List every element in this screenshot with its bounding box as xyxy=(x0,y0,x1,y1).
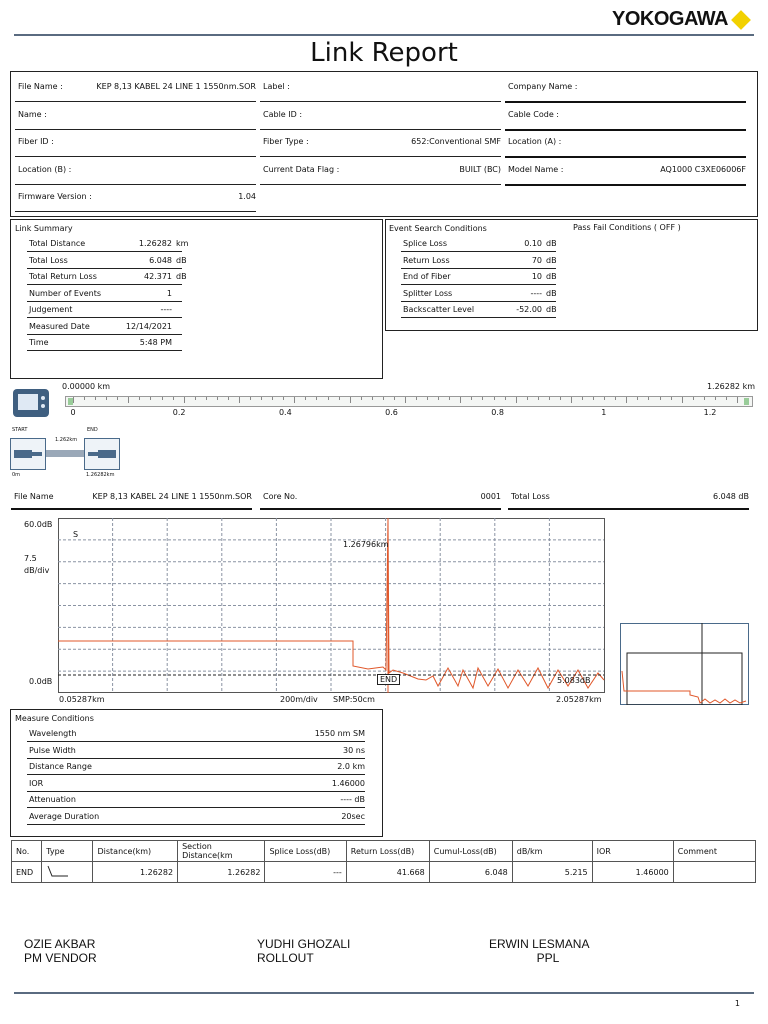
link-summary-row-value: 1.26282 xyxy=(138,239,172,248)
tick-mark xyxy=(560,397,561,400)
header-field-label: Location (B) : xyxy=(18,165,72,174)
header-field-label: Fiber ID : xyxy=(18,137,54,146)
start-label: START xyxy=(12,427,28,433)
tick-label: 0.6 xyxy=(385,408,398,417)
tick-mark xyxy=(416,397,417,400)
event-table-cell: 41.668 xyxy=(346,862,429,883)
tick-mark xyxy=(494,397,495,400)
y-bottom-label: 0.0dB xyxy=(29,677,53,686)
tick-mark xyxy=(549,397,550,400)
tick-mark xyxy=(637,397,638,400)
event-table-header xyxy=(12,841,756,862)
event-search-row-label: Splitter Loss xyxy=(403,288,453,298)
link-summary-row-unit: km xyxy=(176,239,189,248)
tick-mark xyxy=(173,397,174,400)
measure-row-label: Average Duration xyxy=(29,811,100,821)
tick-label: 1 xyxy=(601,408,607,417)
event-search-title: Event Search Conditions xyxy=(389,224,487,233)
header-field-underline xyxy=(15,211,256,212)
tick-mark xyxy=(328,397,329,400)
x-div-label: 200m/div xyxy=(280,695,318,704)
trace-header-value: 6.048 dB xyxy=(712,492,749,501)
tick-mark xyxy=(73,397,74,403)
event-table-cell xyxy=(673,862,755,883)
tick-label: 0.8 xyxy=(491,408,505,417)
tick-label: 0 xyxy=(70,408,76,417)
event-search-row-unit: dB xyxy=(546,239,557,248)
start-distance: 0m xyxy=(12,472,21,478)
event-search-row-label: Splice Loss xyxy=(403,239,448,248)
event-search-row-value: 0.10 xyxy=(524,239,542,248)
tick-mark xyxy=(626,397,627,403)
link-summary-row-unit: dB xyxy=(176,272,187,281)
marker-s-label: S xyxy=(73,530,79,539)
tick-mark xyxy=(316,397,317,400)
header-field-underline xyxy=(505,156,746,158)
tick-mark xyxy=(615,397,616,400)
measure-row-underline xyxy=(27,774,365,775)
event-table-cell xyxy=(42,862,93,883)
header-field-value: AQ1000 C3XE06006F xyxy=(660,165,746,174)
event-search-row-value: -52.00 xyxy=(516,305,542,314)
start-connector-icon xyxy=(10,438,46,470)
signature-name: YUDHI GHOZALI xyxy=(257,937,351,951)
tick-mark xyxy=(726,397,727,400)
tick-mark xyxy=(305,397,306,400)
tick-mark xyxy=(527,397,528,400)
header-field-underline xyxy=(505,101,746,103)
tick-label: 0.4 xyxy=(278,408,292,417)
event-table-cell: 6.048 xyxy=(429,862,512,883)
y-div-value: 7.5 xyxy=(24,554,37,563)
link-summary-row-value: 5:48 PM xyxy=(139,338,172,347)
link-summary-row-underline xyxy=(27,301,182,302)
signature-name: OZIE AKBAR xyxy=(24,937,96,951)
event-search-row-underline xyxy=(401,317,556,318)
link-summary-row-label: Measured Date xyxy=(29,321,90,331)
measure-row-value: 1.46000 xyxy=(331,778,365,788)
signature-role: PM VENDOR xyxy=(24,951,97,965)
tick-mark xyxy=(195,397,196,400)
header-field-label: Cable Code : xyxy=(508,110,559,119)
tick-mark xyxy=(106,397,107,400)
link-summary-row-underline xyxy=(27,268,182,269)
page-number: 1 xyxy=(734,999,740,1008)
event-table-cell: 1.26282 xyxy=(178,862,265,883)
pass-fail-label: Pass Fail Conditions ( OFF ) xyxy=(573,223,681,232)
tick-mark xyxy=(394,397,395,400)
link-summary-row-value: ---- xyxy=(160,305,172,314)
tick-mark xyxy=(704,397,705,400)
footer-rule xyxy=(14,992,754,994)
header-field-label: Location (A) : xyxy=(508,137,562,146)
event-search-row-underline xyxy=(401,301,556,302)
event-table-header-cell: No. xyxy=(12,841,42,862)
header-field-value: BUILT (BC) xyxy=(459,165,501,174)
header-field-value: 1.04 xyxy=(238,192,256,201)
header-field-label: Fiber Type : xyxy=(263,137,309,146)
link-summary-row-label: Number of Events xyxy=(29,288,102,298)
event-table-cell: 1.46000 xyxy=(592,862,673,883)
fiber-span xyxy=(46,450,84,457)
smp-label: SMP:50cm xyxy=(333,695,375,704)
tick-mark xyxy=(339,397,340,400)
header-field-label: Model Name : xyxy=(508,165,564,174)
event-search-row-unit: dB xyxy=(546,272,557,281)
link-summary-row-underline xyxy=(27,350,182,351)
linemap-end-km: 1.26282 km xyxy=(706,382,755,391)
table-row xyxy=(12,862,756,883)
otdr-device-icon xyxy=(12,387,52,419)
linemap-end-marker xyxy=(744,398,749,405)
event-table-cell: 1.26282 xyxy=(93,862,178,883)
trace-header-value: KEP 8,13 KABEL 24 LINE 1 1550nm.SOR xyxy=(92,492,252,501)
overview-plot xyxy=(620,623,749,705)
end-event-label: END xyxy=(377,674,400,685)
event-search-row-underline xyxy=(401,268,556,269)
header-field-underline xyxy=(15,184,256,185)
event-search-row-label: Return Loss xyxy=(403,255,450,265)
event-table-header-cell: Comment xyxy=(673,841,755,862)
header-field-underline xyxy=(15,156,256,157)
link-summary-row-label: Judgement xyxy=(29,305,73,314)
tick-mark xyxy=(383,397,384,400)
tick-mark xyxy=(361,397,362,400)
tick-mark xyxy=(737,397,738,403)
measure-row-label: Wavelength xyxy=(29,729,77,738)
header-field-label: Current Data Flag : xyxy=(263,165,340,174)
link-summary-row-label: Total Return Loss xyxy=(29,272,97,281)
tick-mark xyxy=(350,397,351,403)
header-field-label: Label : xyxy=(263,82,290,91)
tick-mark xyxy=(505,397,506,400)
tick-mark xyxy=(250,397,251,400)
tick-mark xyxy=(582,397,583,400)
event-search-row-label: Backscatter Level xyxy=(403,305,475,314)
event-table-cell: --- xyxy=(265,862,346,883)
measure-conditions-title: Measure Conditions xyxy=(15,714,94,723)
event-table-header-cell: Type xyxy=(42,841,93,862)
header-field-label: File Name : xyxy=(18,82,63,91)
tick-mark xyxy=(438,397,439,400)
measure-row-value: ---- dB xyxy=(340,795,365,804)
tick-label: 0.2 xyxy=(172,408,186,417)
measure-row-value: 2.0 km xyxy=(337,762,365,771)
tick-mark xyxy=(671,397,672,400)
event-table-cell: END xyxy=(12,862,42,883)
trace-header-underline xyxy=(11,508,252,510)
measure-row-label: IOR xyxy=(29,778,44,788)
linemap-bar xyxy=(65,396,753,407)
end-label: END xyxy=(87,427,98,433)
link-summary-row-label: Total Loss xyxy=(29,255,68,265)
event-table xyxy=(11,840,756,883)
header-field-underline xyxy=(260,156,501,157)
measure-row-underline xyxy=(27,807,365,808)
measure-row-label: Attenuation xyxy=(29,795,76,804)
tick-mark xyxy=(84,397,85,400)
tick-mark xyxy=(460,397,461,403)
span-label: 1.262km xyxy=(55,437,78,443)
measure-row-label: Pulse Width xyxy=(29,745,76,755)
header-rule xyxy=(14,34,754,36)
event-table-header-cell: Cumul-Loss(dB) xyxy=(429,841,512,862)
header-field-underline xyxy=(505,129,746,131)
event-table-header-cell: Distance(km) xyxy=(93,841,178,862)
link-summary-row-underline xyxy=(27,317,182,318)
tick-mark xyxy=(648,397,649,400)
tick-mark xyxy=(261,397,262,400)
trace-header-label: Total Loss xyxy=(511,492,550,501)
trace-header-label: Core No. xyxy=(263,492,298,501)
linemap-start-km: 0.00000 km xyxy=(62,382,111,391)
tick-mark xyxy=(139,397,140,400)
y-div-unit: dB/div xyxy=(24,566,50,575)
link-summary-title: Link Summary xyxy=(15,224,73,233)
tick-mark xyxy=(571,397,572,403)
link-summary-row-underline xyxy=(27,284,182,285)
event-table-header-cell: IOR xyxy=(592,841,673,862)
signature-role: PPL xyxy=(536,951,560,965)
tick-mark xyxy=(184,397,185,403)
brand-logo xyxy=(612,8,748,31)
event-table-cell: 5.215 xyxy=(512,862,592,883)
event-table-header-cell: Section Distance(km xyxy=(178,841,265,862)
event-search-row-value: 70 xyxy=(531,255,542,265)
tick-mark xyxy=(206,397,207,400)
measure-row-value: 1550 nm SM xyxy=(314,729,365,738)
header-field-underline xyxy=(15,129,256,130)
trace-header-underline xyxy=(260,508,501,510)
tick-mark xyxy=(217,397,218,400)
tick-mark xyxy=(272,397,273,400)
trace-header-label: File Name xyxy=(14,492,54,501)
link-summary-row-value: 6.048 xyxy=(149,255,172,265)
tick-mark xyxy=(239,397,240,403)
tick-mark xyxy=(482,397,483,400)
event-search-row-unit: dB xyxy=(546,255,557,265)
diamond-icon xyxy=(731,10,751,30)
event-search-row-label: End of Fiber xyxy=(403,272,451,281)
event-search-row-unit: dB xyxy=(546,305,557,314)
tick-mark xyxy=(693,397,694,400)
link-summary-row-label: Time xyxy=(29,338,49,347)
measure-row-underline xyxy=(27,791,365,792)
link-summary-row-value: 12/14/2021 xyxy=(125,321,172,331)
signature-name: ERWIN LESMANA xyxy=(489,937,590,951)
tick-mark xyxy=(128,397,129,403)
tick-mark xyxy=(604,397,605,400)
tick-mark xyxy=(162,397,163,400)
event-search-row-unit: dB xyxy=(546,288,557,298)
brand-name: YOKOGAWA xyxy=(611,8,728,30)
tick-mark xyxy=(427,397,428,400)
measure-row-underline xyxy=(27,824,365,825)
measure-row-value: 20sec xyxy=(341,811,365,821)
tick-mark xyxy=(150,397,151,400)
header-field-label: Cable ID : xyxy=(263,110,303,119)
tick-mark xyxy=(405,397,406,403)
header-field-underline xyxy=(505,184,746,186)
link-summary-row-underline xyxy=(27,334,182,335)
measure-row-underline xyxy=(27,758,365,759)
tick-label: 1.2 xyxy=(703,408,717,417)
measure-row-label: Distance Range xyxy=(29,762,92,771)
event-table-header-cell: dB/km xyxy=(512,841,592,862)
x-left-label: 0.05287km xyxy=(59,695,105,704)
event-search-row-value: 10 xyxy=(531,272,542,281)
x-right-label: 2.05287km xyxy=(556,695,602,704)
end-distance: 1.26282km xyxy=(86,472,115,478)
right-readout: 5.083dB xyxy=(557,676,591,685)
tick-mark xyxy=(117,397,118,400)
link-summary-row-value: 1 xyxy=(166,288,172,298)
event-table-header-cell: Return Loss(dB) xyxy=(346,841,429,862)
header-field-underline xyxy=(260,184,501,185)
tick-mark xyxy=(682,397,683,403)
link-summary-row-underline xyxy=(27,251,182,252)
page-title: Link Report xyxy=(310,38,458,68)
end-connector-icon xyxy=(84,438,120,470)
header-field-underline xyxy=(260,101,501,102)
tick-mark xyxy=(538,397,539,400)
signature-role: ROLLOUT xyxy=(257,951,314,965)
measure-row-underline xyxy=(27,741,365,742)
tick-mark xyxy=(715,397,716,400)
tick-mark xyxy=(660,397,661,400)
tick-mark xyxy=(516,397,517,403)
trace-header-underline xyxy=(508,508,749,510)
tick-mark xyxy=(593,397,594,400)
tick-mark xyxy=(294,397,295,403)
tick-mark xyxy=(228,397,229,400)
end-event-type-icon xyxy=(46,864,70,878)
header-field-label: Name : xyxy=(18,110,47,119)
event-search-row-underline xyxy=(401,251,556,252)
link-summary-row-unit: dB xyxy=(176,255,187,265)
marker-distance: 1.26796km xyxy=(343,540,389,549)
header-field-underline xyxy=(15,101,256,102)
header-field-value: 652:Conventional SMF xyxy=(411,137,501,146)
tick-mark xyxy=(372,397,373,400)
otdr-trace-plot xyxy=(58,518,605,693)
event-search-row-underline xyxy=(401,284,556,285)
header-field-value: KEP 8,13 KABEL 24 LINE 1 1550nm.SOR xyxy=(96,82,256,91)
header-field-label: Firmware Version : xyxy=(18,192,92,201)
header-field-label: Company Name : xyxy=(508,82,578,91)
event-search-row-value: ---- xyxy=(530,288,542,298)
y-top-label: 60.0dB xyxy=(24,520,53,529)
event-table-header-cell: Splice Loss(dB) xyxy=(265,841,346,862)
link-summary-row-label: Total Distance xyxy=(29,239,86,248)
link-summary-row-value: 42.371 xyxy=(144,272,172,281)
trace-header-value: 0001 xyxy=(480,492,501,501)
tick-mark xyxy=(95,397,96,400)
measure-row-value: 30 ns xyxy=(343,745,365,755)
tick-mark xyxy=(283,397,284,400)
tick-mark xyxy=(471,397,472,400)
tick-mark xyxy=(449,397,450,400)
header-field-underline xyxy=(260,129,501,130)
